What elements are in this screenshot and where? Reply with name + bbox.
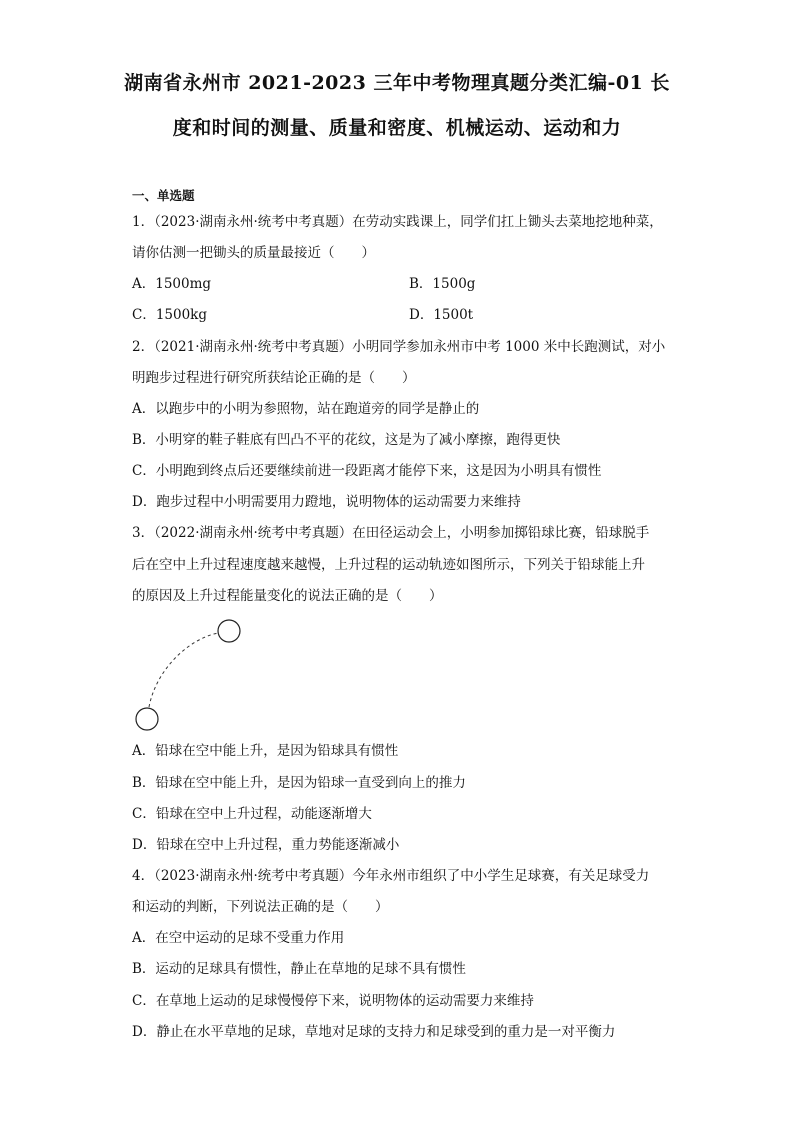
question-2-option-a: A．以跑步中的小明为参照物，站在跑道旁的同学是静止的 <box>132 401 480 417</box>
question-2-stem-line-2: 明跑步过程进行研究所获结论正确的是（ ） <box>132 370 416 386</box>
question-1-option-b: B．1500g <box>409 276 476 292</box>
question-4-option-c: C．在草地上运动的足球慢慢停下来，说明物体的运动需要力来维持 <box>132 993 534 1009</box>
shot-put-ball-start <box>136 708 158 730</box>
document-title-line-2: 度和时间的测量、质量和密度、机械运动、运动和力 <box>172 117 622 139</box>
question-2-stem-line-1: 2．（2021·湖南永州·统考中考真题）小明同学参加永州市中考 1000 米中长跑测试，对小 <box>132 339 666 355</box>
question-4-option-a: A．在空中运动的足球不受重力作用 <box>132 930 345 946</box>
shot-put-trajectory-figure <box>130 615 250 735</box>
question-4-option-b: B．运动的足球具有惯性，静止在草地的足球不具有惯性 <box>132 961 466 977</box>
question-1-option-a: A．1500mg <box>132 276 212 292</box>
section-heading: 一、单选题 <box>132 188 195 203</box>
question-4-option-d: D．静止在水平草地的足球，草地对足球的支持力和足球受到的重力是一对平衡力 <box>132 1024 616 1040</box>
question-1-stem-line-1: 1．（2023·湖南永州·统考中考真题）在劳动实践课上，同学们扛上锄头去菜地挖地种菜， <box>132 214 663 230</box>
question-3-stem-line-2: 后在空中上升过程速度越来越慢，上升过程的运动轨迹如图所示，下列关于铅球能上升 <box>132 557 645 573</box>
shot-put-ball-top <box>218 620 240 642</box>
question-4-stem-line-2: 和运动的判断，下列说法正确的是（ ） <box>132 899 389 915</box>
trajectory-dashed-arc <box>149 633 218 707</box>
question-1-option-c: C．1500kg <box>132 307 208 323</box>
question-3-stem-line-1: 3．（2022·湖南永州·统考中考真题）在田径运动会上，小明参加掷铅球比赛，铅球脱手 <box>132 525 650 541</box>
question-3-option-d: D．铅球在空中上升过程，重力势能逐渐减小 <box>132 837 400 853</box>
question-1-option-d: D．1500t <box>409 307 474 323</box>
question-3-option-a: A．铅球在空中能上升，是因为铅球具有惯性 <box>132 743 399 759</box>
question-3-stem-line-3: 的原因及上升过程能量变化的说法正确的是（ ） <box>132 588 443 604</box>
question-2-option-d: D．跑步过程中小明需要用力蹬地，说明物体的运动需要力来维持 <box>132 494 521 510</box>
question-1-stem-line-2: 请你估测一把锄头的质量最接近（ ） <box>132 245 375 261</box>
question-3-option-c: C．铅球在空中上升过程，动能逐渐增大 <box>132 806 372 822</box>
question-4-stem-line-1: 4．（2023·湖南永州·统考中考真题）今年永州市组织了中小学生足球赛，有关足球受力 <box>132 868 650 884</box>
document-title-line-1: 湖南省永州市 2021-2023 三年中考物理真题分类汇编-01 长 <box>124 72 670 94</box>
question-3-option-b: B．铅球在空中能上升，是因为铅球一直受到向上的推力 <box>132 775 466 791</box>
question-2-option-b: B．小明穿的鞋子鞋底有凹凸不平的花纹，这是为了减小摩擦，跑得更快 <box>132 432 561 448</box>
question-2-option-c: C．小明跑到终点后还要继续前进一段距离才能停下来，这是因为小明具有惯性 <box>132 463 602 479</box>
